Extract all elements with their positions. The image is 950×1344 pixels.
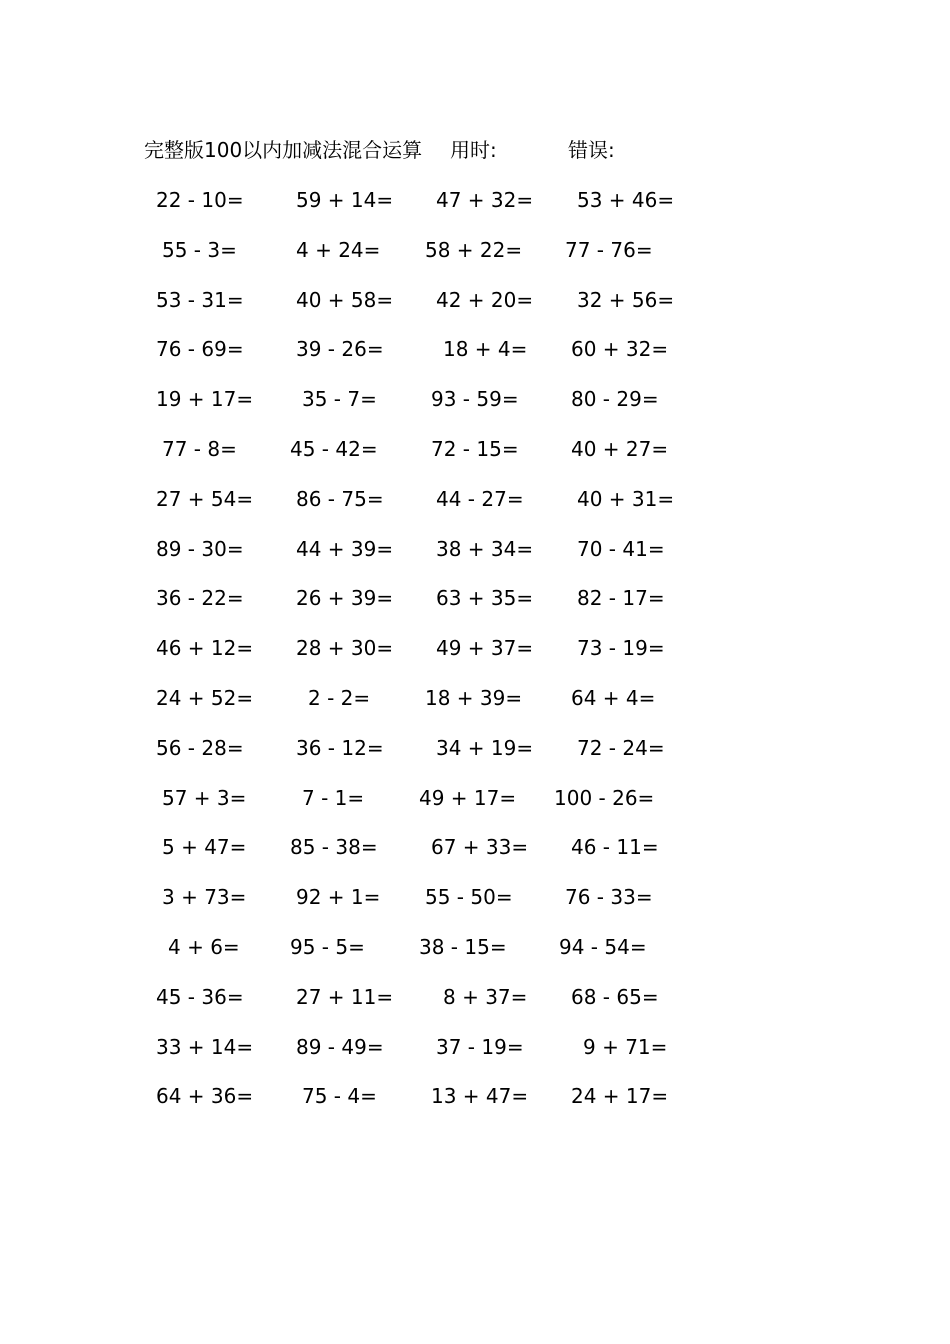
math-problem: 93 - 59= xyxy=(431,387,519,412)
math-problem: 46 - 11= xyxy=(571,835,659,860)
math-problem: 89 - 30= xyxy=(156,536,244,561)
problem-row xyxy=(0,584,950,634)
math-problem: 38 - 15= xyxy=(419,934,507,959)
math-problem: 18 + 39= xyxy=(425,685,523,710)
problem-row xyxy=(0,634,950,684)
problem-row xyxy=(0,236,950,286)
math-problem: 24 + 17= xyxy=(571,1084,669,1109)
math-problem: 4 + 24= xyxy=(296,237,381,262)
problem-row xyxy=(0,933,950,983)
time-label: 用时: xyxy=(450,138,497,162)
problem-row xyxy=(0,335,950,385)
math-problem: 64 + 36= xyxy=(156,1084,254,1109)
math-problem: 33 + 14= xyxy=(156,1034,254,1059)
math-problem: 89 - 49= xyxy=(296,1034,384,1059)
problem-row xyxy=(0,535,950,585)
problem-row xyxy=(0,286,950,336)
problem-row xyxy=(0,186,950,236)
math-problem: 27 + 11= xyxy=(296,984,394,1009)
math-problem: 72 - 15= xyxy=(431,436,519,461)
worksheet-title: 完整版100以内加减法混合运算 xyxy=(144,138,423,162)
math-problem: 40 + 31= xyxy=(577,486,675,511)
math-problem: 68 - 65= xyxy=(571,984,659,1009)
math-problem: 49 + 17= xyxy=(419,785,517,810)
math-problem: 80 - 29= xyxy=(571,387,659,412)
math-problem: 39 - 26= xyxy=(296,337,384,362)
math-problem: 70 - 41= xyxy=(577,536,665,561)
math-problem: 73 - 19= xyxy=(577,636,665,661)
math-problem: 64 + 4= xyxy=(571,685,656,710)
math-problem: 36 - 12= xyxy=(296,735,384,760)
math-problem: 44 + 39= xyxy=(296,536,394,561)
math-problem: 63 + 35= xyxy=(436,586,534,611)
math-problem: 49 + 37= xyxy=(436,636,534,661)
math-problem: 95 - 5= xyxy=(290,934,365,959)
math-problem: 4 + 6= xyxy=(168,934,240,959)
math-problem: 28 + 30= xyxy=(296,636,394,661)
math-problem: 75 - 4= xyxy=(302,1084,377,1109)
math-problem: 24 + 52= xyxy=(156,685,254,710)
problem-row xyxy=(0,883,950,933)
math-problem: 57 + 3= xyxy=(162,785,247,810)
math-problem: 53 - 31= xyxy=(156,287,244,312)
math-problem: 44 - 27= xyxy=(436,486,524,511)
math-problem: 5 + 47= xyxy=(162,835,247,860)
math-problem: 47 + 32= xyxy=(436,188,534,212)
math-problem: 26 + 39= xyxy=(296,586,394,611)
math-problem: 86 - 75= xyxy=(296,486,384,511)
math-problem: 53 + 46= xyxy=(577,188,675,212)
problem-row xyxy=(0,734,950,784)
math-problem: 40 + 58= xyxy=(296,287,394,312)
math-problem: 18 + 4= xyxy=(443,337,528,362)
math-problem: 85 - 38= xyxy=(290,835,378,860)
math-problem: 100 - 26= xyxy=(554,785,655,810)
math-problem: 36 - 22= xyxy=(156,586,244,611)
problem-row xyxy=(0,784,950,834)
math-problem: 9 + 71= xyxy=(583,1034,668,1059)
math-problem: 60 + 32= xyxy=(571,337,669,362)
problem-row xyxy=(0,1033,950,1083)
math-problem: 8 + 37= xyxy=(443,984,528,1009)
problem-grid xyxy=(0,186,950,1132)
math-problem: 3 + 73= xyxy=(162,885,247,910)
math-problem: 77 - 76= xyxy=(565,237,653,262)
math-problem: 55 - 3= xyxy=(162,237,237,262)
problem-row xyxy=(0,1082,950,1132)
math-problem: 46 + 12= xyxy=(156,636,254,661)
math-problem: 13 + 47= xyxy=(431,1084,529,1109)
problem-row xyxy=(0,833,950,883)
math-problem: 38 + 34= xyxy=(436,536,534,561)
math-problem: 19 + 17= xyxy=(156,387,254,412)
math-problem: 34 + 19= xyxy=(436,735,534,760)
math-problem: 27 + 54= xyxy=(156,486,254,511)
math-problem: 76 - 33= xyxy=(565,885,653,910)
math-problem: 22 - 10= xyxy=(156,188,244,212)
math-problem: 82 - 17= xyxy=(577,586,665,611)
problem-row xyxy=(0,684,950,734)
math-problem: 59 + 14= xyxy=(296,188,394,212)
math-problem: 77 - 8= xyxy=(162,436,237,461)
math-problem: 67 + 33= xyxy=(431,835,529,860)
math-problem: 2 - 2= xyxy=(308,685,371,710)
problem-row xyxy=(0,983,950,1033)
math-problem: 45 - 36= xyxy=(156,984,244,1009)
math-problem: 45 - 42= xyxy=(290,436,378,461)
problem-row xyxy=(0,435,950,485)
math-problem: 56 - 28= xyxy=(156,735,244,760)
math-problem: 58 + 22= xyxy=(425,237,523,262)
math-problem: 94 - 54= xyxy=(559,934,647,959)
math-problem: 35 - 7= xyxy=(302,387,377,412)
math-problem: 37 - 19= xyxy=(436,1034,524,1059)
problem-row xyxy=(0,485,950,535)
math-problem: 32 + 56= xyxy=(577,287,675,312)
math-problem: 72 - 24= xyxy=(577,735,665,760)
problem-row xyxy=(0,385,950,435)
math-problem: 55 - 50= xyxy=(425,885,513,910)
math-problem: 42 + 20= xyxy=(436,287,534,312)
math-problem: 40 + 27= xyxy=(571,436,669,461)
math-problem: 92 + 1= xyxy=(296,885,381,910)
errors-label: 错误: xyxy=(568,138,615,162)
math-problem: 76 - 69= xyxy=(156,337,244,362)
math-problem: 7 - 1= xyxy=(302,785,365,810)
